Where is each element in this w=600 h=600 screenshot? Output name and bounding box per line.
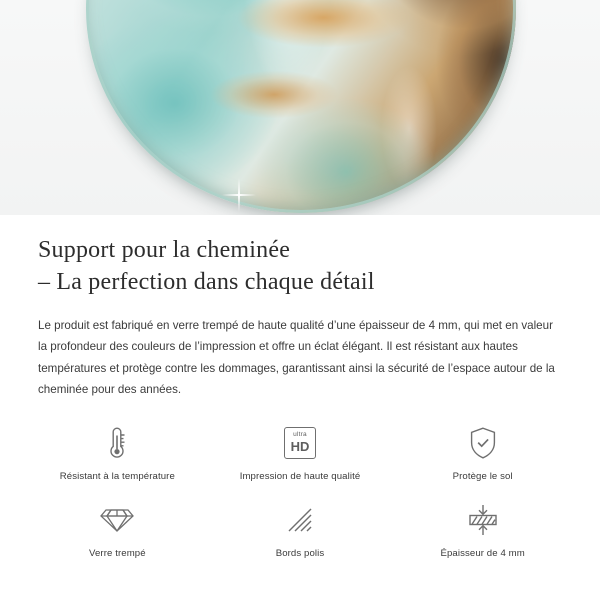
page-title [38, 235, 562, 299]
feature-label: Bords polis [275, 547, 325, 559]
ultra-hd-badge-top: ultra [293, 431, 307, 439]
hero-image-section [0, 0, 600, 215]
feature-label: Impression de haute qualité [239, 470, 361, 482]
feature-label: Résistant à la température [59, 470, 175, 482]
polished-edges-icon [285, 498, 315, 542]
feature-temperature-resistant [26, 421, 209, 482]
feature-label: Protège le sol [452, 470, 513, 482]
feature-label: Verre trempé [89, 547, 146, 559]
page-title-line-2: – La perfection dans chaque détail [38, 268, 375, 295]
feature-floor-protection [391, 421, 574, 482]
diamond-icon [99, 498, 135, 542]
product-description: Le produit est fabriqué en verre trempé de haute qualité d’une épaisseur de 4 mm, qui met en valeur la profondeur des couleurs de l’impression et offre un éclat élégant. Il est résistant aux hautes températures et protège contre les dommages, garantissant ainsi la sécurité de l’espace autour de la cheminée pour des années. [38, 318, 555, 397]
feature-tempered-glass [26, 498, 209, 559]
feature-polished-edges [209, 498, 392, 559]
text-section [0, 215, 600, 401]
page-title-line-1: Support pour la cheminée [38, 237, 291, 263]
feature-label: Épaisseur de 4 mm [440, 547, 525, 559]
thickness-arrows-icon [466, 498, 500, 542]
feature-high-quality-print [209, 421, 392, 482]
ultra-hd-icon [284, 421, 316, 465]
ultra-hd-badge-bottom: HD [290, 438, 310, 454]
shield-check-icon [468, 421, 498, 465]
feature-thickness-4mm [391, 498, 574, 559]
round-tempered-glass-panel-image [86, 0, 516, 213]
feature-grid [0, 421, 600, 559]
thermometer-icon [105, 421, 129, 465]
